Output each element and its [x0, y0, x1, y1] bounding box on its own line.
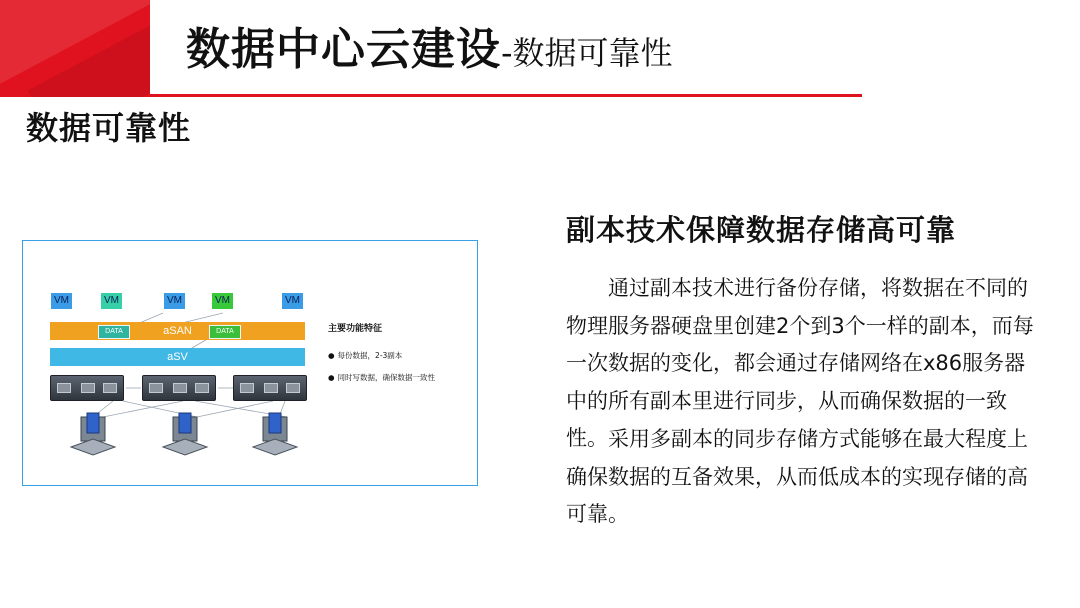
- disk-stack-2: [163, 413, 207, 455]
- asan-layer: aSAN: [50, 322, 305, 340]
- slide-title-sub: -数据可靠性: [501, 34, 673, 72]
- content-heading: 副本技术保障数据存储高可靠: [566, 213, 957, 247]
- disk-stack-1: [71, 413, 115, 455]
- data-tag-1: DATA: [98, 325, 130, 339]
- paragraph-2: 采用多副本的同步存储方式能够在最大程度上确保数据的互备效果，从而低成本的实现存储的高可靠。: [566, 427, 1028, 526]
- paragraph-1: 通过副本技术进行备份存储，将数据在不同的物理服务器硬盘里创建2个到3个一样的副本，而每一次数据的变化，都会通过存储网络在x86服务器中的所有副本里进行同步，从而确保数据的一致性。: [566, 276, 1034, 450]
- asv-layer: aSV: [50, 348, 305, 366]
- slide-title-main: 数据中心云建设: [186, 24, 501, 75]
- vm-icon-2: VM: [101, 293, 122, 309]
- feature-item: ● 每份数据，2-3副本: [328, 350, 402, 361]
- disk-stack-3: [253, 413, 297, 455]
- vm-icon-1: VM: [51, 293, 72, 309]
- features-title: 主要功能特征: [328, 324, 383, 334]
- feature-item: ● 同时写数据，确保数据一致性: [328, 372, 435, 383]
- header-red-block: [0, 0, 150, 97]
- title-underline: [150, 94, 862, 97]
- section-title: 数据可靠性: [26, 109, 192, 147]
- vm-icon-3: VM: [164, 293, 185, 309]
- vm-icon-4: VM: [212, 293, 233, 309]
- data-tag-2: DATA: [209, 325, 241, 339]
- server-2: [142, 375, 216, 401]
- server-1: [50, 375, 124, 401]
- vm-icon-5: VM: [282, 293, 303, 309]
- slide-title: [186, 20, 673, 89]
- server-3: [233, 375, 307, 401]
- replication-diagram: [22, 240, 478, 486]
